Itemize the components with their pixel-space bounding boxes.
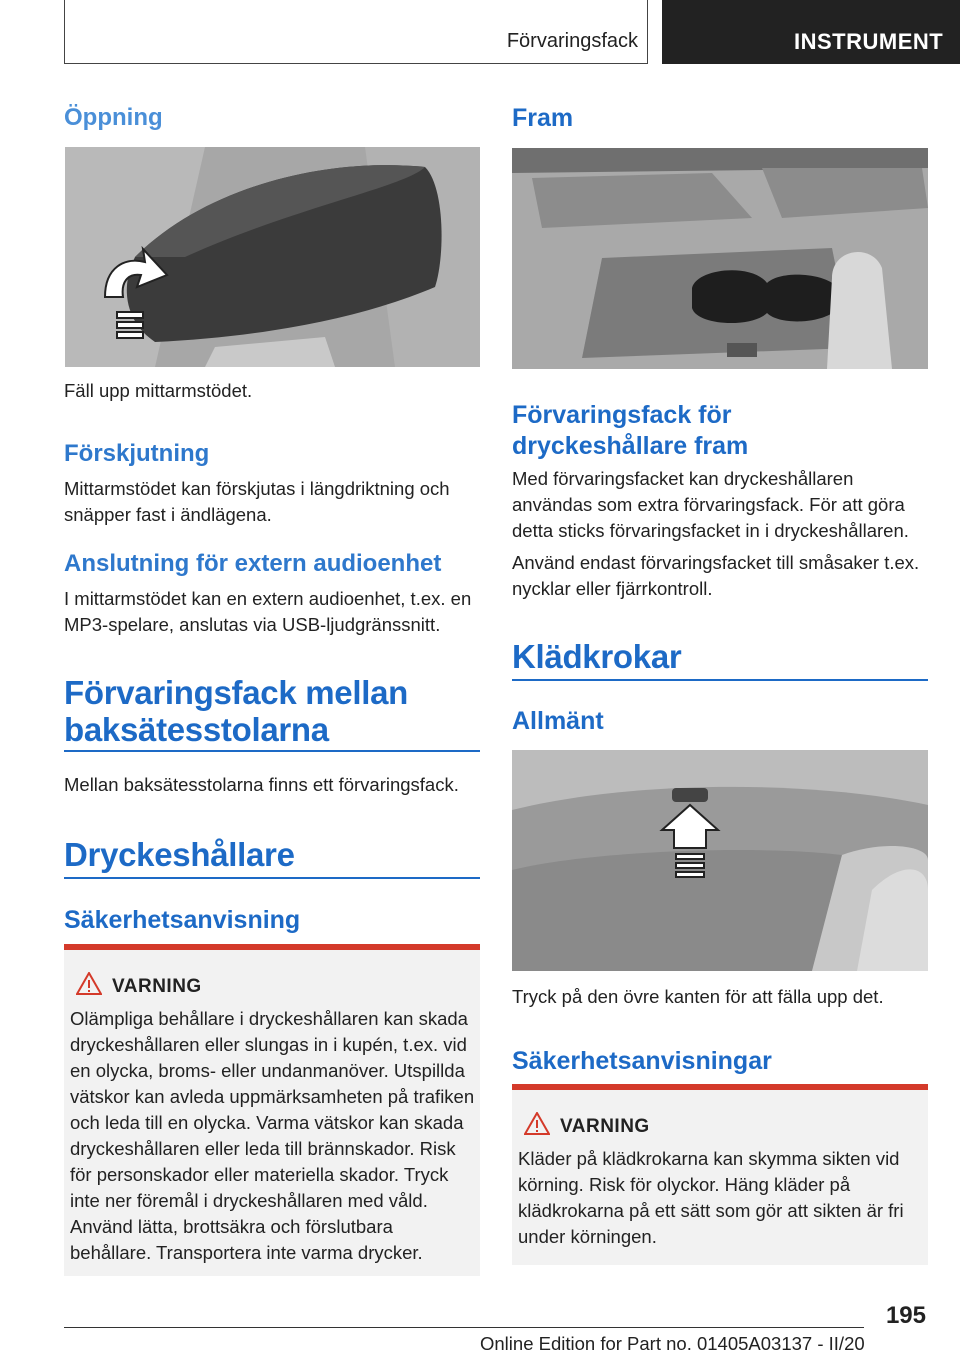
cupholder-illustration — [512, 148, 928, 369]
armrest-illustration — [65, 147, 480, 367]
heading-forskjutning: Förskjutning — [64, 440, 210, 467]
coat-hook-illustration — [512, 750, 928, 971]
heading-allmant: Allmänt — [512, 707, 604, 735]
heading-sakerhetsanvisningar: Säkerhetsanvisningar — [512, 1047, 772, 1075]
warning-box-left — [64, 944, 480, 1276]
heading-rule — [64, 750, 480, 752]
heading-dryckeshallare: Dryckeshållare — [64, 836, 295, 873]
page-number: 195 — [885, 1302, 926, 1329]
header-section-title: Förvaringsfack — [506, 30, 638, 52]
heading-fram: Fram — [512, 104, 574, 132]
warning-triangle-icon — [524, 1112, 550, 1135]
heading-fack-dryck-line-1: Förvaringsfack för — [512, 401, 732, 429]
heading-anslutning: Anslutning för extern audioenhet — [64, 550, 442, 577]
warning-bar — [64, 944, 480, 950]
caption-oppning: Fäll upp mittarmstödet. — [64, 380, 253, 401]
warning-box-right — [512, 1084, 928, 1265]
heading-sakerhetsanvisning: Säkerhetsanvisning — [64, 906, 301, 934]
cupholder-image — [512, 148, 928, 369]
heading-rule — [512, 679, 928, 681]
text-fack-dryck-1: Med förvaringsfacket kan dryckeshållaren användas som extra förvaringsfack. För att göra detta sticks förvaringsfacket in i dryckeshållaren. — [512, 468, 909, 541]
chapter-label: INSTRUMENT — [794, 29, 944, 54]
text-forskjutning: Mittarmstödet kan förskjutas i längdriktning och snäpper fast i ändlägena. — [64, 478, 450, 525]
warning-triangle-icon — [76, 972, 102, 995]
text-anslutning: I mittarmstödet kan en extern audioenhet, t.ex. en MP3-spelare, anslutas via USB-ljudgränssnitt. — [64, 588, 472, 635]
warning-text: Kläder på klädkrokarna kan skymma sikten vid körning. Risk för olyckor. Häng kläder på klädkrokarna på ett sätt som gör att sikten är fri under körningen. — [518, 1148, 904, 1247]
heading-fack-dryck — [512, 400, 928, 462]
heading-fack-line-1: Förvaringsfack mellan — [64, 674, 409, 711]
text-fack-dryck-2: Använd endast förvaringsfacket till småsaker t.ex. nycklar eller fjärrkontroll. — [512, 552, 920, 599]
heading-oppning: Öppning — [64, 104, 163, 131]
heading-kladkrokar: Klädkrokar — [512, 638, 682, 675]
header-chapter-tab — [662, 0, 960, 64]
text-fack-mellan: Mellan baksätesstolarna finns ett förvaringsfack. — [64, 774, 459, 795]
coat-hook-image — [512, 750, 928, 971]
heading-fack-line-2: baksätesstolarna — [64, 711, 329, 748]
heading-fack-dryck-line-2: dryckeshållare fram — [512, 432, 749, 460]
warning-title: VARNING — [560, 1116, 650, 1137]
heading-rule — [64, 877, 480, 879]
footer-rule — [64, 1327, 864, 1328]
warning-text: Olämpliga behållare i dryckeshållaren kan skada dryckeshållaren eller slungas in i kupén, t.ex. vid en olycka, broms- eller undanmanöver. Utspillda vätskor kan avleda uppmärksamheten på trafiken och leda till en olycka. Varma vätskor kan skada dryckeshållaren eller leda till brännskador. Risk för personskador eller materiella skador. Tryck inte ner föremål i dryckeshållaren med våld. Använd lätta, brottsäkra och förslutbara behållare. Transportera inte varma drycker. — [70, 1008, 475, 1263]
heading-fack-mellan — [64, 674, 480, 748]
edition-text: Online Edition for Part no. 01405A03137 - II/20 — [480, 1333, 865, 1354]
warning-title: VARNING — [112, 976, 202, 997]
armrest-image — [65, 147, 480, 367]
warning-bar — [512, 1084, 928, 1090]
caption-allmant: Tryck på den övre kanten för att fälla upp det. — [512, 986, 884, 1007]
